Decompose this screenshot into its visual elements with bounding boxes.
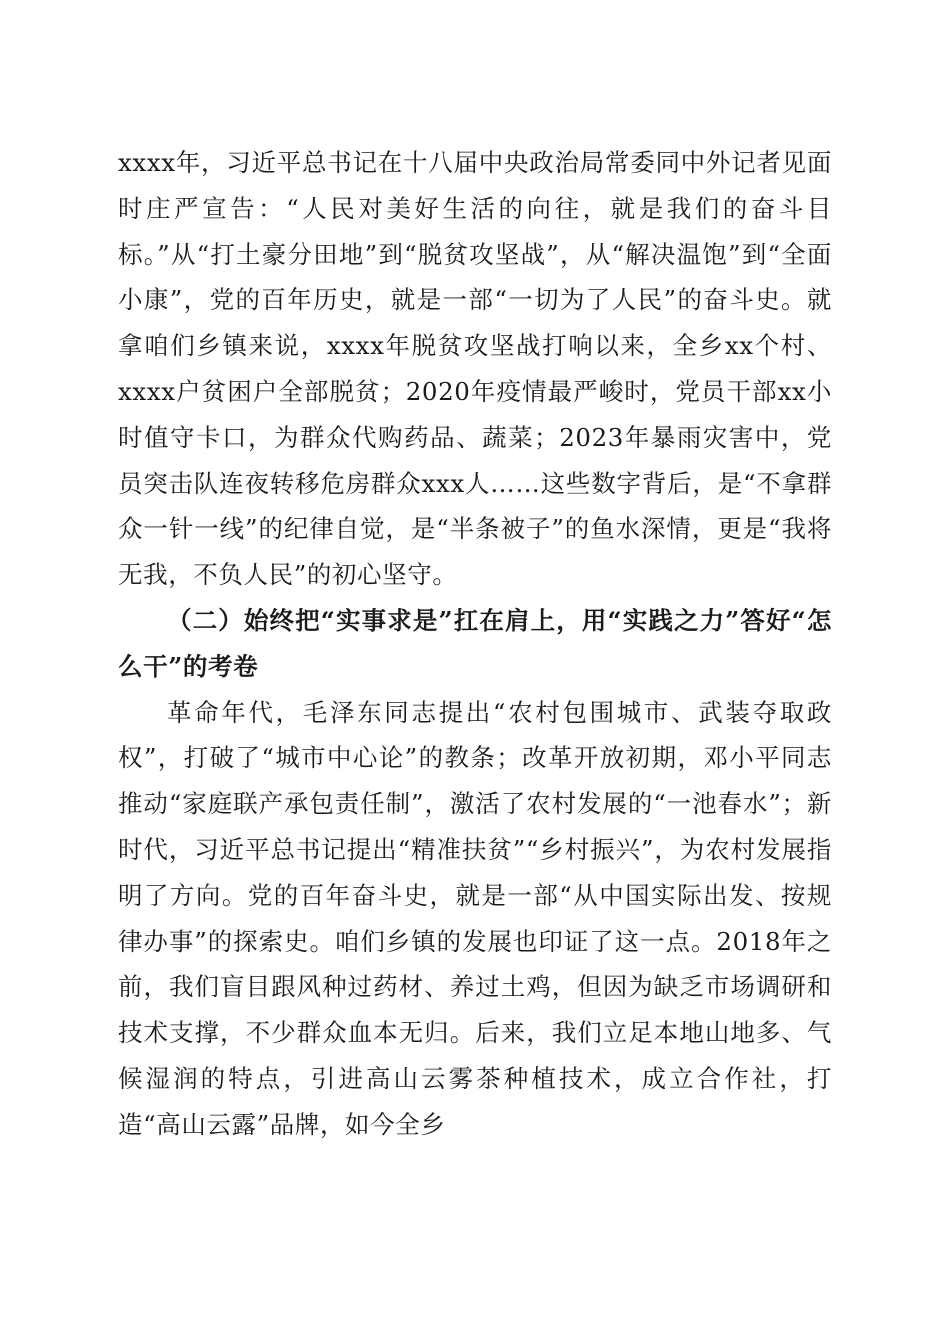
paragraph-practice-exploration: 革命年代，毛泽东同志提出“农村包围城市、武装夺取政权”，打破了“城市中心论”的教条；改革开放初期，邓小平同志推动“家庭联产承包责任制”，激活了农村发展的“一池春水”；新时代，习近平总书记提出“精准扶贫”“乡村振兴”，为农村发展指明了方向。党的百年奋斗史，就是一部“从中国实际出发、按规律办事”的探索史。咱们乡镇的发展也印证了这一点。2018年之前，我们盲目跟风种过药材、养过土鸡，但因为缺乏市场调研和技术支撑，不少群众血本无归。后来，我们立足本地山地多、气候湿润的特点，引进高山云雾茶种植技术，成立合作社，打造“高山云露”品牌，如今全乡 [118, 697, 832, 1139]
document-body [118, 140, 832, 1148]
paragraph-people-centered: xxxx年，习近平总书记在十八届中央政治局常委同中外记者见面时庄严宣告：“人民对美好生活的向往，就是我们的奋斗目标。”从“打土豪分田地”到“脱贫攻坚战”，从“解决温饱”到“全面小康”，党的百年历史，就是一部“一切为了人民”的奋斗史。就拿咱们乡镇来说，xxxx年脱贫攻坚战打响以来，全乡xx个村、xxxx户贫困户全部脱贫；2020年疫情最严峻时，党员干部xx小时值守卡口，为群众代购药品、蔬菜；2023年暴雨灾害中，党员突击队连夜转移危房群众xxx人……这些数字背后，是“不拿群众一针一线”的纪律自觉，是“半条被子”的鱼水深情，更是“我将无我，不负人民”的初心坚守。 [118, 148, 832, 590]
section-heading-seek-truth: （二）始终把“实事求是”扛在肩上，用“实践之力”答好“怎么干”的考卷 [118, 605, 832, 681]
